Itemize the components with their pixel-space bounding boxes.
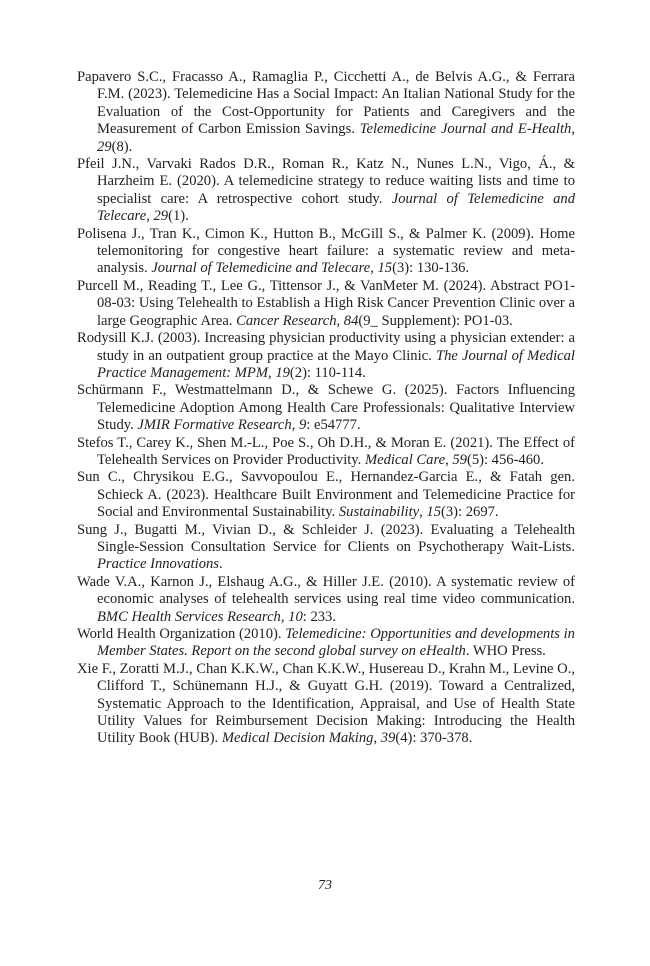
- reference-source: Telemedicine: Opportunities and developments in Member States. Report on the second global survey on eHealth: [97, 626, 575, 660]
- reference-volume: 29: [153, 208, 169, 225]
- reference-source: Cancer Research: [236, 312, 337, 329]
- reference-volume: 10: [288, 608, 303, 625]
- reference-list: [77, 69, 575, 748]
- reference-text: Polisena J., Tran K., Cimon K., Hutton B., McGill S., & Palmer K. (2009). Home telemonitoring for congestive heart failure: a systematic review and meta-analysis.: [77, 225, 575, 277]
- reference-issue: (2): 110-114.: [289, 364, 366, 381]
- reference-entry: [77, 522, 575, 574]
- reference-text: ,: [419, 504, 427, 521]
- reference-text: World Health Organization (2010).: [77, 626, 286, 642]
- reference-issue: (1).: [168, 208, 189, 225]
- reference-issue: (4): 370-378.: [395, 730, 473, 747]
- reference-text: ,: [571, 121, 575, 138]
- reference-source: Sustainability: [338, 504, 420, 521]
- reference-entry: [77, 435, 575, 470]
- reference-text: Stefos T., Carey K., Shen M.-L., Poe S., Oh D.H., & Moran E. (2021). The Effect of Telehealth Services on Provider Productivity.: [77, 434, 575, 468]
- reference-text: Sung J., Bugatti M., Vivian D., & Schleider J. (2023). Evaluating a Telehealth Single-Session Consultation Service for Clients on Psychotherapy Wait-Lists.: [77, 521, 575, 555]
- reference-source: The Journal of Medical Practice Management: MPM: [97, 347, 575, 381]
- reference-entry: [77, 469, 575, 521]
- reference-source: BMC Health Services Research: [97, 608, 281, 625]
- reference-entry: [77, 330, 575, 382]
- reference-issue: (8).: [111, 138, 133, 155]
- reference-text: Papavero S.C., Fracasso A., Ramaglia P., Cicchetti A., de Belvis A.G., & Ferrara F.M. (2023). Telemedicine Has a Social Impact: An Italian National Study for the Evaluation of the Cost-Opportunity for Patients and Caregivers and the Measurement of Carbon Emission Savings.: [77, 69, 575, 138]
- reference-volume: 9: [298, 417, 307, 434]
- reference-issue: (3): 2697.: [441, 504, 499, 521]
- reference-text: Pfeil J.N., Varvaki Rados D.R., Roman R., Katz N., Nunes L.N., Vigo, Á., & Harzheim E. (2020). A telemedicine strategy to reduce waiting lists and time to specialist care: A retrospective cohort study.: [77, 156, 575, 207]
- reference-text: Purcell M., Reading T., Lee G., Tittensor J., & VanMeter M. (2024). Abstract PO1-08-03: Using Telehealth to Establish a High Risk Cancer Prevention Clinic over a large Geographic Area.: [77, 277, 575, 329]
- reference-text: Rodysill K.J. (2003). Increasing physician productivity using a physician extender: a study in an outpatient group practice at the Mayo Clinic.: [77, 330, 575, 364]
- reference-text: Schürmann F., Westmattelmann D., & Schewe G. (2025). Factors Influencing Telemedicine Adoption Among Health Care Professionals: Qualitative Interview Study.: [77, 382, 575, 434]
- reference-issue: (5): 456-460.: [466, 451, 544, 468]
- reference-source: Journal of Telemedicine and Telecare: [151, 260, 371, 277]
- reference-text: ,: [370, 260, 378, 277]
- reference-issue: (3): 130-136.: [392, 260, 470, 277]
- reference-volume: 39: [380, 730, 396, 747]
- reference-entry: [77, 574, 575, 626]
- reference-text: ,: [291, 417, 299, 434]
- reference-text: ,: [373, 730, 381, 747]
- reference-source: Journal of Telemedicine and Telecare: [97, 190, 575, 225]
- reference-entry: [77, 626, 575, 661]
- reference-text: Sun C., Chrysikou E.G., Savvopoulou E., Hernandez-Garcia E., & Fatah gen. Schieck A. (2023). Healthcare Built Environment and Telemedicine Practice for Social and Environmental Sustainability.: [77, 469, 575, 521]
- reference-volume: 29: [97, 138, 112, 155]
- reference-text: . WHO Press.: [465, 643, 546, 660]
- reference-volume: 15: [377, 260, 393, 277]
- reference-source: Telemedicine Journal and E-Health: [359, 121, 572, 138]
- reference-issue: : e54777.: [306, 417, 361, 434]
- reference-source: JMIR Formative Research: [137, 417, 292, 434]
- reference-text: ,: [336, 312, 344, 329]
- reference-text: .: [219, 556, 223, 573]
- reference-volume: 59: [452, 451, 467, 468]
- reference-entry: [77, 661, 575, 748]
- reference-volume: 15: [426, 504, 441, 521]
- reference-source: Practice Innovations: [97, 556, 219, 573]
- reference-volume: 84: [343, 312, 359, 329]
- reference-entry: [77, 226, 575, 278]
- reference-entry: [77, 382, 575, 434]
- reference-issue: : 233.: [302, 608, 336, 625]
- reference-volume: 19: [275, 364, 290, 381]
- reference-entry: [77, 156, 575, 226]
- reference-text: ,: [146, 208, 154, 225]
- reference-entry: [77, 69, 575, 156]
- reference-text: ,: [445, 451, 453, 468]
- reference-text: Wade V.A., Karnon J., Elshaug A.G., & Hiller J.E. (2010). A systematic review of economic analyses of telehealth services using real time video communication.: [77, 573, 575, 608]
- reference-entry: [77, 278, 575, 330]
- reference-text: ,: [280, 608, 289, 625]
- reference-issue: (9_ Supplement): PO1-03.: [358, 312, 513, 329]
- page-number: 73: [318, 878, 332, 893]
- reference-text: Xie F., Zoratti M.J., Chan K.K.W., Chan K.K.W., Husereau D., Krahn M., Levine O., Clifford T., Schünemann H.J., & Guyatt G.H. (2019). Toward a Centralized, Systematic Approach to the Identification, Appraisal, and Use of Health State Utility Values for Reimbursement Decision Making: Introducing the Health Utility Book (HUB).: [77, 660, 575, 747]
- reference-text: ,: [268, 364, 276, 381]
- reference-source: Medical Care: [364, 451, 446, 468]
- reference-source: Medical Decision Making: [221, 730, 374, 747]
